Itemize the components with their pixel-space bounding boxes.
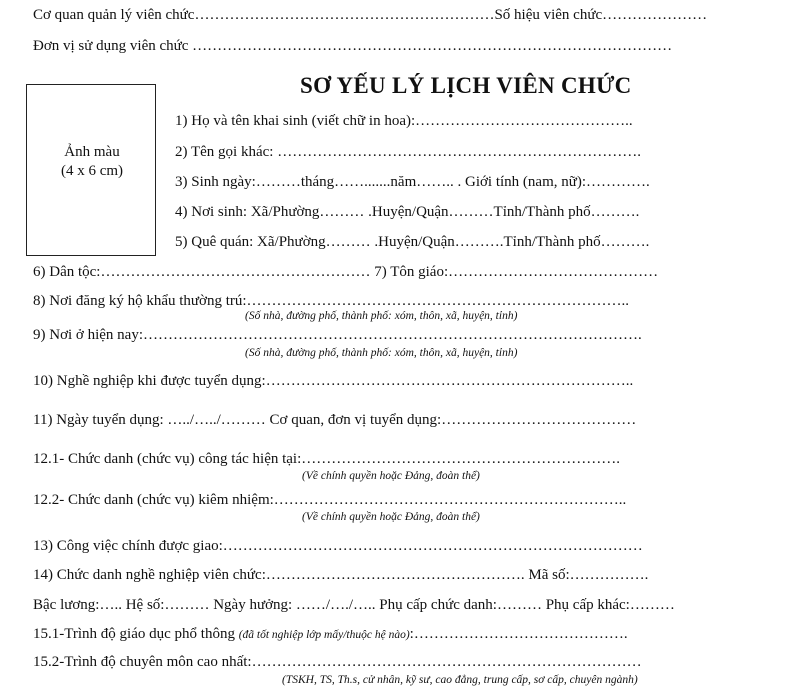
qualification-note: (TSKH, TS, Th.s, cử nhân, kỹ sư, cao đẳng, trung cấp, sơ cấp, chuyên ngành) (282, 674, 638, 686)
concurrent-position-note: (Về chính quyền hoặc Đảng, đoàn thể) (302, 511, 480, 523)
field-occupation-at-recruitment[interactable]: 10) Nghề nghiệp khi được tuyển dụng:……………………………………………………………….. (33, 373, 634, 389)
field-birthplace[interactable]: 4) Nơi sinh: Xã/Phường……… .Huyện/Quận………Tỉnh/Thành phố………. (175, 204, 640, 220)
field-concurrent-position[interactable]: 12.2- Chức danh (chức vụ) kiêm nhiệm:…………………………………………………………….. (33, 492, 627, 508)
field-permanent-residence[interactable]: 8) Nơi đăng ký hộ khẩu thường trú:………………………………………………………………….. (33, 293, 630, 309)
field-birth-name[interactable]: 1) Họ và tên khai sinh (viết chữ in hoa):…………………………………….. (175, 113, 633, 129)
photo-size-label: (4 x 6 cm) (60, 163, 124, 179)
field-professional-title-code[interactable]: 14) Chức danh nghề nghiệp viên chức:……………………………………………. Mã số:……………. (33, 567, 649, 583)
current-residence-note: (Số nhà, đường phố, thành phố: xóm, thôn, xã, huyện, tỉnh) (245, 347, 518, 359)
employer-unit-line: Đơn vị sử dụng viên chức …………………………………………………………………………………… (33, 38, 673, 54)
field-current-residence[interactable]: 9) Nơi ở hiện nay:………………………………………………………………………………………. (33, 327, 642, 343)
field-highest-qualification[interactable]: 15.2-Trình độ chuyên môn cao nhất:…………………………………………………………………… (33, 654, 642, 670)
general-education-note: (đã tốt nghiệp lớp mấy/thuộc hệ nào) (238, 629, 410, 641)
current-position-note: (Về chính quyền hoặc Đảng, đoàn thể) (302, 470, 480, 482)
field-hometown[interactable]: 5) Quê quán: Xã/Phường……… .Huyện/Quận……….Tỉnh/Thành phố………. (175, 234, 650, 250)
agency-line: Cơ quan quản lý viên chức……………………………………………………Số hiệu viên chức………………… (33, 7, 708, 23)
page-title: SƠ YẾU LÝ LỊCH VIÊN CHỨC (300, 73, 632, 98)
field-other-name[interactable]: 2) Tên gọi khác: ………………………………………………………………. (175, 144, 641, 160)
field-recruitment-date-agency[interactable]: 11) Ngày tuyển dụng: …../…../……… Cơ quan, đơn vị tuyển dụng:………………………………… (33, 412, 637, 428)
field-general-education[interactable] (33, 625, 628, 644)
field-birth-date-gender[interactable]: 3) Sinh ngày:………tháng…….......năm…….. . Giới tính (nam, nữ):…………. (175, 174, 650, 190)
general-education-label: 15.1-Trình độ giáo dục phổ thông (33, 626, 235, 642)
field-current-position[interactable]: 12.1- Chức danh (chức vụ) công tác hiện tại:………………………………………………………. (33, 451, 621, 467)
photo-box[interactable] (26, 84, 156, 256)
field-main-duties[interactable]: 13) Công việc chính được giao:………………………………………………………………………… (33, 538, 643, 554)
photo-label: Ảnh màu (64, 144, 120, 160)
general-education-dots: :……………………………………. (409, 626, 628, 642)
residence-note: (Số nhà, đường phố, thành phố: xóm, thôn, xã, huyện, tỉnh) (245, 310, 518, 322)
field-salary[interactable]: Bậc lương:….. Hệ số:……… Ngày hưởng: ……/…./….. Phụ cấp chức danh:……… Phụ cấp khác:……… (33, 597, 675, 613)
field-ethnicity-religion[interactable]: 6) Dân tộc:……………………………………………… 7) Tôn giáo:…………………………………… (33, 264, 659, 280)
